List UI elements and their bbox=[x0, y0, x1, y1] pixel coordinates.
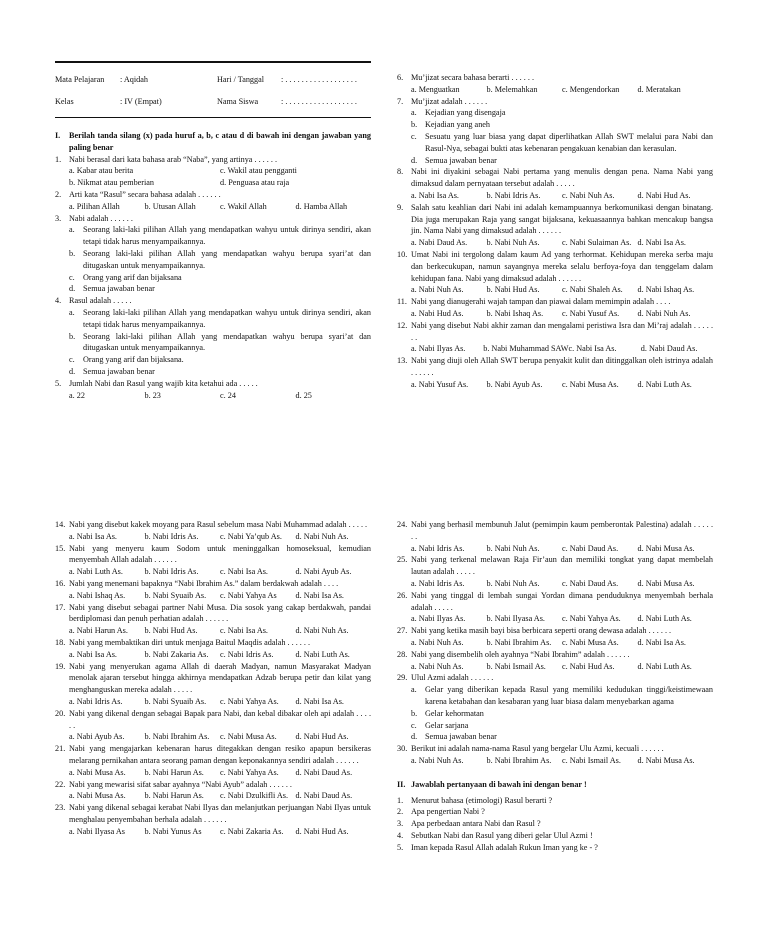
column-bottom-left bbox=[55, 519, 371, 838]
options-10[interactable]: a. Nabi Nuh As. b. Nabi Hud As. c. Nabi Shaleh As. d. Nabi Ishaq As. bbox=[411, 285, 695, 295]
options-16[interactable]: a. Nabi Ishaq As. b. Nabi Syuaib As. c. Nabi Yahya As d. Nabi Isa As. bbox=[69, 590, 344, 600]
student-label: Nama Siswa bbox=[217, 97, 259, 106]
options-1b[interactable]: b. Nikmat atau pemberian d. Penguasa atau raja bbox=[69, 178, 290, 188]
options-12[interactable]: a. Nabi Ilyas As. b. Nabi Muhammad SAW c. Nabi Isa As. d. Nabi Daud As. bbox=[411, 344, 698, 354]
options-26[interactable]: a. Nabi Ilyas As. b. Nabi Ilyasa As. c. Nabi Yahya As. d. Nabi Luth As. bbox=[411, 614, 692, 624]
option-7a[interactable]: a. Kejadian yang disengaja bbox=[411, 108, 506, 118]
options-28[interactable]: a. Nabi Nuh As. b. Nabi Ismail As. c. Nabi Hud As. d. Nabi Luth As. bbox=[411, 661, 692, 671]
student-value[interactable]: : . . . . . . . . . . . . . . . . . . bbox=[281, 97, 357, 106]
option-29d[interactable]: d. Semua jawaban benar bbox=[411, 732, 497, 742]
options-5[interactable]: a. 22 b. 23 c. 24 d. 25 bbox=[69, 390, 312, 400]
essay-question-2: 2. Apa pengertian Nabi ? bbox=[397, 807, 485, 817]
option-29a[interactable]: a. Gelar yang diberikan kepada Rasul yang memiliki kedudukan tinggi/keistimewaan karena ketabahan dan kesabaran yang luar biasa dalam menyebarkan agama bbox=[411, 685, 713, 706]
option-4a[interactable]: a. Seorang laki-laki pilihan Allah yang mendapatkan wahyu untuk dirinya sendiri, akan tetapi tidak harus menyampaikannya. bbox=[69, 307, 371, 329]
question-6: 6. Mu’jizat secara bahasa berarti . . . . . . bbox=[397, 73, 534, 82]
option-4c[interactable]: c. Orang yang arif dan bijaksana. bbox=[69, 355, 184, 365]
options-20[interactable]: a. Nabi Ayub As. b. Nabi Ibrahim As. c. Nabi Musa As. d. Nabi Hud As. bbox=[69, 732, 349, 742]
question-1: 1. Nabi berasal dari kata bahasa arab “Naba”, yang artinya . . . . . . bbox=[55, 154, 278, 164]
question-3: 3. Nabi adalah . . . . . . bbox=[55, 213, 133, 223]
options-1[interactable]: a. Kabar atau berita c. Wakil atau pengganti bbox=[69, 166, 297, 176]
question-28: 28. Nabi yang disembelih oleh ayahnya “Nabi Ibrahim” adalah . . . . . . bbox=[397, 649, 630, 659]
option-4b[interactable]: b. Seorang laki-laki pilihan Allah yang mendapatkan wahyu berupa syari’at dan ditugaskan untuk menyampaikannya. bbox=[69, 331, 371, 353]
essay-question-1: 1. Menurut bahasa (etimologi) Rasul berarti ? bbox=[397, 795, 553, 805]
section-1-title: I. Berilah tanda silang (x) pada huruf a, b, c atau d di bawah ini dengan jawaban yang paling benar bbox=[55, 131, 371, 152]
question-5: 5. Jumlah Nabi dan Rasul yang wajib kita ketahui ada . . . . . bbox=[55, 378, 258, 388]
column-bottom-right bbox=[397, 519, 713, 854]
options-6[interactable]: a. Menguatkan b. Melemahkan c. Mengendorkan d. Meratakan bbox=[411, 84, 681, 94]
question-7: 7. Mu’jizat adalah . . . . . . bbox=[397, 96, 488, 106]
header-top-rule bbox=[55, 61, 371, 63]
options-15[interactable]: a. Nabi Luth As. b. Nabi Idris As. c. Nabi Isa As. d. Nabi Ayub As. bbox=[69, 567, 352, 577]
option-3d[interactable]: d. Semua jawaban benar bbox=[69, 284, 155, 294]
question-27: 27. Nabi yang ketika masih bayi bisa berbicara seperti orang dewasa adalah . . . . . . bbox=[397, 626, 672, 636]
option-7d[interactable]: d. Semua jawaban benar bbox=[411, 155, 497, 165]
options-30[interactable]: a. Nabi Nuh As. b. Nabi Ibrahim As. c. Nabi Ismail As. d. Nabi Musa As. bbox=[411, 755, 695, 765]
subject-label: Mata Pelajaran bbox=[55, 75, 105, 84]
options-21[interactable]: a. Nabi Musa As. b. Nabi Harun As. c. Nabi Yahya As. d. Nabi Daud As. bbox=[69, 767, 353, 777]
day-value[interactable]: : . . . . . . . . . . . . . . . . . . bbox=[281, 75, 357, 84]
question-24: 24. Nabi yang berhasil membunuh Jalut (pemimpin kaum pemberontak Palestina) adalah . . . . . . . bbox=[397, 520, 713, 541]
options-2[interactable]: a. Pilihan Allah b. Utusan Allah c. Wakil Allah d. Hamba Allah bbox=[69, 201, 348, 211]
question-25: 25. Nabi yang terkenal melawan Raja Fir’aun dan memiliki tongkat yang dapat membelah lautan adalah . . . . . bbox=[397, 555, 713, 577]
question-19: 19. Nabi yang menyerukan agama Allah di daerah Madyan, namun Masyarakat Madyan menolak ajaran tersebut hingga akhirnya mendapatkan Adzab berupa petir dan kilat yang menghanguskan mereka adalah . . . . . bbox=[55, 661, 371, 695]
day-label: Hari / Tanggal bbox=[217, 75, 265, 84]
question-20: 20. Nabi yang dikenal dengan sebagai Bapak para Nabi, dan kebal dibakar oleh api adalah . . . . . . bbox=[55, 708, 371, 730]
essay-question-4: 4. Sebutkan Nabi dan Rasul yang diberi gelar Ulul Azmi ! bbox=[397, 830, 593, 840]
question-23: 23. Nabi yang dikenal sebagai kerabat Nabi Ilyas dan melanjutkan perjuangan Nabi Ilyas untuk menghalau penyembahan berhala adalah . . . . . . bbox=[55, 803, 371, 824]
option-29b[interactable]: b. Gelar kehormatan bbox=[411, 708, 484, 718]
option-29c[interactable]: c. Gelar sarjana bbox=[411, 720, 469, 730]
options-18[interactable]: a. Nabi Isa As. b. Nabi Zakaria As. c. Nabi Idris As. d. Nabi Luth As. bbox=[69, 649, 350, 659]
column-top-right bbox=[397, 72, 713, 391]
question-17: 17. Nabi yang disebut sebagai partner Nabi Musa. Dia sosok yang cakap berdakwah, pandai berdiplomasi dan penuh perhatian adalah . . . . . . bbox=[55, 602, 371, 624]
options-19[interactable]: a. Nabi Idris As. b. Nabi Syuaib As. c. Nabi Yahya As. d. Nabi Isa As. bbox=[69, 696, 344, 706]
question-21: 21. Nabi yang mengajarkan kebenaran harus ditegakkan dengan resiko apapun bersikeras melarang pernikahan antara seorang paman dengan keponakannya sendiri adalah . . . . . . bbox=[55, 744, 371, 765]
question-9: 9. Salah satu keahlian dari Nabi ini adalah kemampuannya berkomunikasi dengan binatang. Dia juga merupakan Raja yang sangat bijaksana, kekuasaannya bahkan mencakup bangsa jin. Nama Nabi yang dimaksud adalah . . . . . . bbox=[397, 202, 713, 236]
options-24[interactable]: a. Nabi Idris As. b. Nabi Nuh As. c. Nabi Daud As. d. Nabi Musa As. bbox=[411, 543, 695, 553]
question-18: 18. Nabi yang membaktikan diri untuk menjaga Baitul Maqdis adalah . . . . . . bbox=[55, 637, 311, 647]
question-2: 2. Arti kata “Rasul” secara bahasa adalah . . . . . . bbox=[55, 189, 221, 199]
section-2-title: II. Jawablah pertanyaan di bawah ini dengan benar ! bbox=[397, 779, 587, 789]
question-29: 29. Ulul Azmi adalah . . . . . . bbox=[397, 673, 494, 683]
options-27[interactable]: a. Nabi Nuh As. b. Nabi Ibrahim As. c. Nabi Musa As. d. Nabi Isa As. bbox=[411, 637, 686, 647]
option-3c[interactable]: c. Orang yang arif dan bijaksana bbox=[69, 272, 182, 282]
option-7c[interactable]: c. Sesuatu yang luar biasa yang dapat diperlihatkan Allah SWT melalui para Nabi dan Rasul-Nya, sebagai bukti atas kebenaran pengakuan kenabian dan kerasulan. bbox=[411, 131, 713, 153]
option-3b[interactable]: b. Seorang laki-laki pilihan Allah yang mendapatkan wahyu berupa syari’at dan ditugaskan untuk menyampaikannya. bbox=[69, 248, 371, 270]
option-7b[interactable]: b. Kejadian yang aneh bbox=[411, 120, 491, 130]
options-25[interactable]: a. Nabi Idris As. b. Nabi Nuh As. c. Nabi Daud As. d. Nabi Musa As. bbox=[411, 578, 695, 588]
question-26: 26. Nabi yang tinggal di lembah sungai Yordan dimana penduduknya menyembah berhala adalah . . . . . bbox=[397, 590, 713, 612]
subject-value: : Aqidah bbox=[120, 75, 148, 84]
question-13: 13. Nabi yang diuji oleh Allah SWT berupa penyakit kulit dan ditinggalkan oleh istrinya adalah . . . . . . bbox=[397, 356, 713, 377]
question-12: 12. Nabi yang disebut Nabi akhir zaman dan mengalami peristiwa Isra dan Mi’raj adalah . . . . . . . bbox=[397, 320, 713, 342]
option-3a[interactable]: a. Seorang laki-laki pilihan Allah yang mendapatkan wahyu untuk dirinya sendiri, akan tetapi tidak harus menyampaikannya. bbox=[69, 225, 371, 247]
class-label: Kelas bbox=[55, 97, 74, 106]
options-22[interactable]: a. Nabi Musa As. b. Nabi Harun As. c. Nabi Dzulkifli As. d. Nabi Daud As. bbox=[69, 791, 353, 801]
question-10: 10. Umat Nabi ini tergolong dalam kaum Ad yang terhormat. Kehidupan mereka serba maju dan berkecukupan, namun sayangnya mereka selalu berfoya-foya dan tenggelam dalam kehidupan fana. Nabi yang dimaksud adalah . . . . . . bbox=[397, 249, 713, 283]
question-14: 14. Nabi yang disebut kakek moyang para Rasul sebelum masa Nabi Muhammad adalah . . . . . bbox=[55, 520, 368, 529]
header-bottom-rule bbox=[55, 117, 371, 118]
question-16: 16. Nabi yang menemani bapaknya “Nabi Ibrahim As.” dalam berdakwah adalah . . . . bbox=[55, 578, 339, 588]
option-4d[interactable]: d. Semua jawaban benar bbox=[69, 366, 155, 376]
options-11[interactable]: a. Nabi Hud As. b. Nabi Ishaq As. c. Nabi Yusuf As. d. Nabi Nuh As. bbox=[411, 308, 691, 318]
question-8: 8. Nabi ini diyakini sebagai Nabi pertama yang menulis dengan pena. Nama Nabi yang dimaksud dalam pernyataan tersebut adalah . . . . . bbox=[397, 167, 713, 189]
spacer bbox=[397, 767, 713, 779]
essay-question-5: 5. Iman kepada Rasul Allah adalah Rukun Iman yang ke - ? bbox=[397, 842, 598, 852]
column-top-left bbox=[55, 130, 371, 401]
options-8[interactable]: a. Nabi Isa As. b. Nabi Idris As. c. Nabi Nuh As. d. Nabi Hud As. bbox=[411, 190, 691, 200]
question-4: 4. Rasul adalah . . . . . bbox=[55, 296, 132, 306]
question-15: 15. Nabi yang menyeru kaum Sodom untuk meninggalkan homoseksual, kemudian menyembah Allah adalah . . . . . . bbox=[55, 543, 371, 565]
class-value: : IV (Empat) bbox=[120, 97, 162, 106]
options-23[interactable]: a. Nabi Ilyasa As b. Nabi Yunus As c. Nabi Zakaria As. d. Nabi Hud As. bbox=[69, 826, 349, 836]
essay-question-3: 3. Apa perbedaan antara Nabi dan Rasul ? bbox=[397, 819, 541, 829]
options-17[interactable]: a. Nabi Harun As. b. Nabi Hud As. c. Nabi Isa As. d. Nabi Nuh As. bbox=[69, 626, 349, 636]
options-14[interactable]: a. Nabi Isa As. b. Nabi Idris As. c. Nabi Ya’qub As. d. Nabi Nuh As. bbox=[69, 531, 349, 541]
question-11: 11. Nabi yang dianugerahi wajah tampan dan piawai dalam memimpin adalah . . . . bbox=[397, 297, 671, 307]
question-30: 30. Berikut ini adalah nama-nama Rasul yang bergelar Ulu Azmi, kecuali . . . . . . bbox=[397, 744, 664, 754]
question-22: 22. Nabi yang mewarisi sifat sabar ayahnya “Nabi Ayub” adalah . . . . . . bbox=[55, 779, 292, 789]
options-13[interactable]: a. Nabi Yusuf As. b. Nabi Ayub As. c. Nabi Musa As. d. Nabi Luth As. bbox=[411, 379, 692, 389]
options-9[interactable]: a. Nabi Daud As. b. Nabi Nuh As. c. Nabi Sulaiman As. d. Nabi Isa As. bbox=[411, 238, 686, 248]
